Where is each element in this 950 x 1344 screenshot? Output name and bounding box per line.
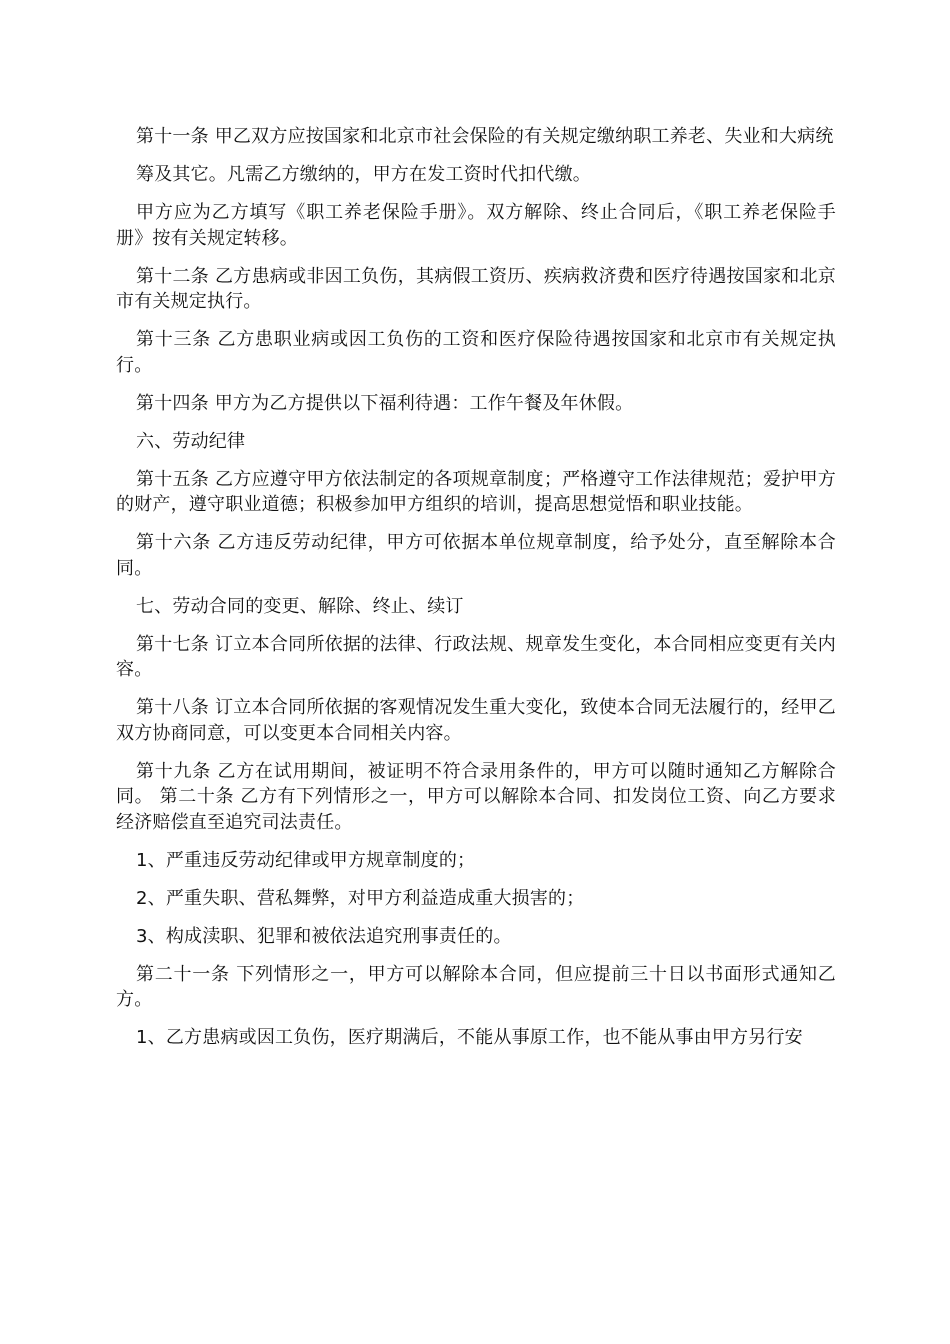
list-item-3: 3、构成渎职、犯罪和被依法追究刑事责任的。	[136, 925, 512, 947]
paragraph-article-14: 第十四条 甲方为乙方提供以下福利待遇：工作午餐及年休假。	[136, 392, 634, 414]
paragraph-article-16: 第十六条 乙方违反劳动纪律，甲方可依据本单位规章制度，给予处分，直至解除本合同。	[116, 532, 836, 579]
paragraph-article-17: 第十七条 订立本合同所依据的法律、行政法规、规章发生变化，本合同相应变更有关内容。	[116, 633, 836, 680]
section-heading-labor-discipline: 六、劳动纪律	[136, 430, 246, 452]
paragraph-article-19-20: 第十九条 乙方在试用期间，被证明不符合录用条件的，甲方可以随时通知乙方解除合同。 第二十条 乙方有下列情形之一，甲方可以解除本合同、扣发岗位工资、向乙方要求经济赔偿直至追究司法责任。	[116, 760, 836, 833]
paragraph-article-18: 第十八条 订立本合同所依据的客观情况发生重大变化，致使本合同无法履行的，经甲乙双方协商同意，可以变更本合同相关内容。	[116, 697, 836, 744]
paragraph-article-13: 第十三条 乙方患职业病或因工负伤的工资和医疗保险待遇按国家和北京市有关规定执行。	[116, 329, 836, 376]
paragraph-article-21: 第二十一条 下列情形之一，甲方可以解除本合同，但应提前三十日以书面形式通知乙方。	[116, 963, 836, 1010]
paragraph-article-15: 第十五条 乙方应遵守甲方依法制定的各项规章制度；严格遵守工作法律规范；爱护甲方的财产，遵守职业道德；积极参加甲方组织的培训，提高思想觉悟和职业技能。	[116, 468, 836, 515]
list-item-2: 2、严重失职、营私舞弊，对甲方利益造成重大损害的；	[136, 887, 585, 909]
document-page	[116, 124, 836, 1063]
paragraph-article-11-cont: 筹及其它。凡需乙方缴纳的，甲方在发工资时代扣代缴。	[136, 164, 591, 185]
list-item-article-21-1: 1、乙方患病或因工负伤，医疗期满后，不能从事原工作，也不能从事由甲方另行安	[136, 1027, 803, 1048]
paragraph-pension-handbook: 甲方应为乙方填写《职工养老保险手册》。双方解除、终止合同后，《职工养老保险手册》按有关规定转移。	[116, 202, 836, 249]
paragraph-article-12: 第十二条 乙方患病或非因工负伤，其病假工资历、疾病救济费和医疗待遇按国家和北京市有关规定执行。	[116, 265, 836, 312]
list-item-1: 1、严重违反劳动纪律或甲方规章制度的；	[136, 849, 476, 871]
paragraph-article-11: 第十一条 甲乙双方应按国家和北京市社会保险的有关规定缴纳职工养老、失业和大病统	[136, 126, 834, 147]
section-heading-contract-changes: 七、劳动合同的变更、解除、终止、续订	[136, 595, 464, 617]
